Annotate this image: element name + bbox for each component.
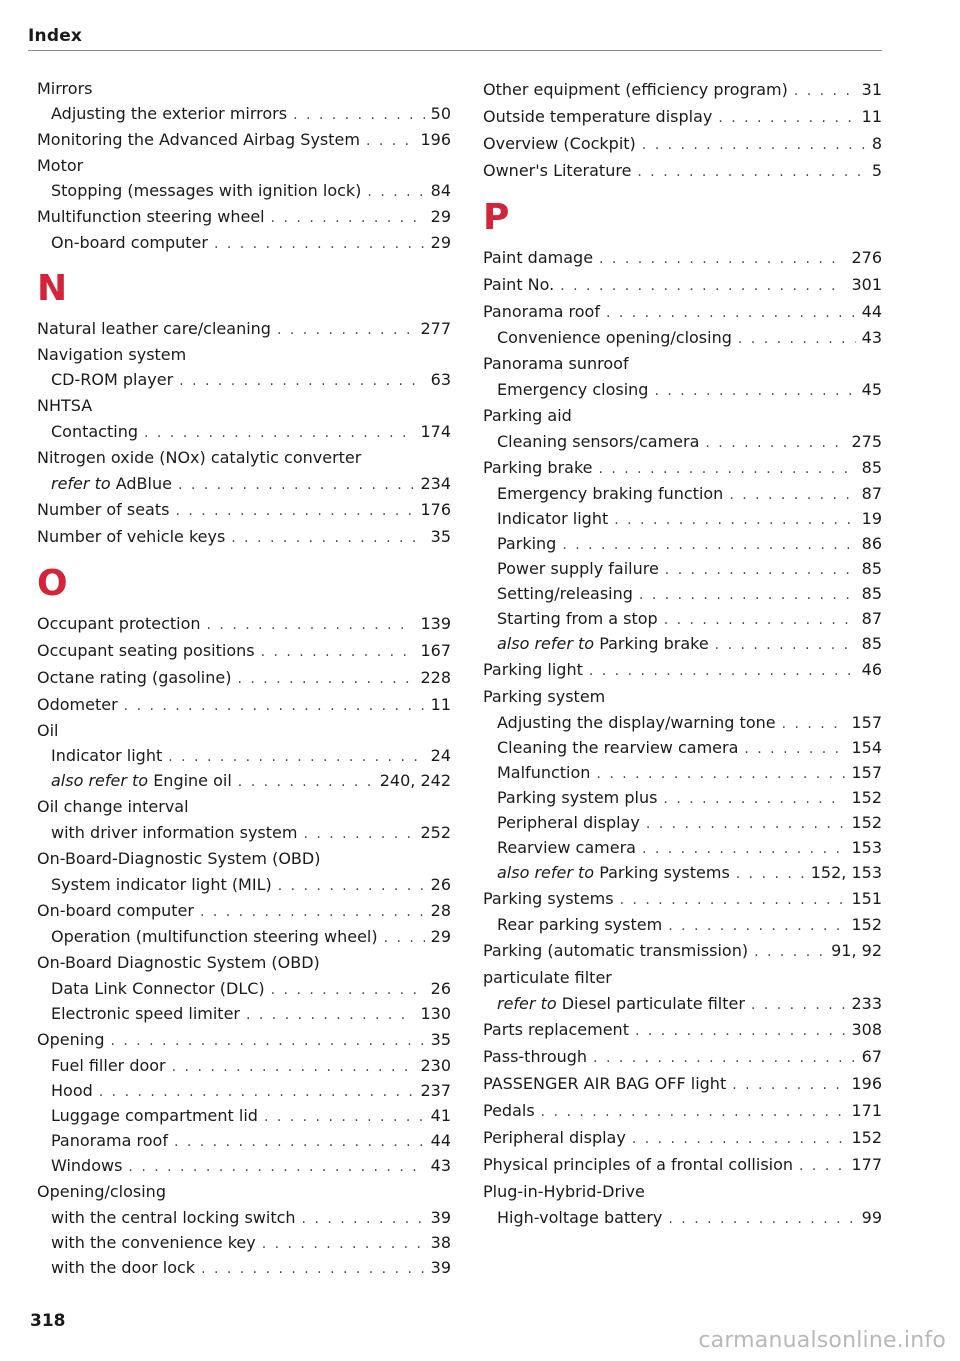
index-column-left [37, 76, 451, 1280]
index-entry: with the central locking switch . . . 39 [37, 1205, 451, 1230]
index-entry: Emergency closing . . . 45 [483, 377, 882, 402]
index-entry: Paint No. . . . 301 [483, 271, 882, 298]
index-entry: Contacting . . . 174 [37, 419, 451, 444]
index-entry: Peripheral display . . . 152 [483, 1124, 882, 1151]
index-heading: Oil change interval [37, 797, 189, 816]
index-heading: Mirrors [37, 79, 93, 98]
index-entry: with the convenience key . . . 38 [37, 1230, 451, 1255]
page-header-title: Index [28, 26, 83, 46]
section-letter-p: P [483, 197, 510, 238]
index-heading: Nitrogen oxide (NOx) catalytic converter [37, 448, 362, 467]
index-entry: Operation (multifunction steering wheel) . . . 29 [37, 924, 451, 949]
index-entry: Occupant seating positions . . . 167 [37, 637, 451, 664]
index-entry: with driver information system . . . 252 [37, 820, 451, 845]
index-entry: Number of seats . . . 176 [37, 496, 451, 523]
page-number: 318 [30, 1311, 66, 1331]
index-entry: Rear parking system . . . 152 [483, 912, 882, 937]
index-entry: Other equipment (efficiency program) . . . 31 [483, 76, 882, 103]
index-heading: Oil [37, 721, 59, 740]
index-entry: Setting/releasing . . . 85 [483, 581, 882, 606]
index-entry: Starting from a stop . . . 87 [483, 606, 882, 631]
index-entry: On-board computer . . . 28 [37, 897, 451, 924]
index-entry: refer to AdBlue . . . 234 [37, 471, 451, 496]
index-entry: Cleaning the rearview camera . . . 154 [483, 735, 882, 760]
index-entry: Stopping (messages with ignition lock) . . . 84 [37, 178, 451, 203]
index-heading: NHTSA [37, 396, 93, 415]
index-heading: Plug-in-Hybrid-Drive [483, 1182, 645, 1201]
index-entry: Occupant protection . . . 139 [37, 610, 451, 637]
index-entry: Parking brake . . . 85 [483, 454, 882, 481]
index-entry: Overview (Cockpit) . . . 8 [483, 130, 882, 157]
index-entry: Emergency braking function . . . 87 [483, 481, 882, 506]
index-entry: Cleaning sensors/camera . . . 275 [483, 429, 882, 454]
index-entry: Data Link Connector (DLC) . . . 26 [37, 976, 451, 1001]
index-entry: Octane rating (gasoline) . . . 228 [37, 664, 451, 691]
index-entry: Luggage compartment lid . . . 41 [37, 1103, 451, 1128]
section-letter-n: N [37, 268, 68, 309]
index-entry: Parking . . . 86 [483, 531, 882, 556]
index-entry: Pass-through . . . 67 [483, 1043, 882, 1070]
index-entry: Pedals . . . 171 [483, 1097, 882, 1124]
index-entry: Convenience opening/closing . . . 43 [483, 325, 882, 350]
index-entry: Indicator light . . . 19 [483, 506, 882, 531]
index-entry: Adjusting the exterior mirrors . . . 50 [37, 101, 451, 126]
index-entry: Parking light . . . 46 [483, 656, 882, 683]
index-entry: Natural leather care/cleaning . . . 277 [37, 315, 451, 342]
index-entry: Rearview camera . . . 153 [483, 835, 882, 860]
index-entry: Electronic speed limiter . . . 130 [37, 1001, 451, 1026]
index-heading: Opening/closing [37, 1182, 166, 1201]
index-entry: Parking system plus . . . 152 [483, 785, 882, 810]
index-entry: Indicator light . . . 24 [37, 743, 451, 768]
index-entry: High-voltage battery . . . 99 [483, 1205, 882, 1230]
index-heading: Navigation system [37, 345, 187, 364]
index-entry: Monitoring the Advanced Airbag System . . . 196 [37, 126, 451, 153]
index-heading: On-Board Diagnostic System (OBD) [37, 953, 320, 972]
index-heading: particulate filter [483, 968, 612, 987]
index-entry: System indicator light (MIL) . . . 26 [37, 872, 451, 897]
index-entry: also refer to Parking systems . . . 152, 153 [483, 860, 882, 885]
index-entry: Outside temperature display . . . 11 [483, 103, 882, 130]
section-letter-o: O [37, 563, 68, 604]
index-entry: Malfunction . . . 157 [483, 760, 882, 785]
index-entry: also refer to Parking brake . . . 85 [483, 631, 882, 656]
index-entry: Owner's Literature . . . 5 [483, 157, 882, 184]
index-entry: refer to Diesel particulate filter . . . 233 [483, 991, 882, 1016]
index-entry: Paint damage . . . 276 [483, 244, 882, 271]
index-heading: Motor [37, 156, 84, 175]
index-entry: Fuel filler door . . . 230 [37, 1053, 451, 1078]
index-entry: Parking (automatic transmission) . . . 91, 92 [483, 937, 882, 964]
header-divider [28, 50, 882, 51]
index-entry: with the door lock . . . 39 [37, 1255, 451, 1280]
index-entry: Panorama roof . . . 44 [37, 1128, 451, 1153]
index-entry: Panorama roof . . . 44 [483, 298, 882, 325]
index-heading: Panorama sunroof [483, 354, 629, 373]
index-entry: Parking systems . . . 151 [483, 885, 882, 912]
index-entry: Parts replacement . . . 308 [483, 1016, 882, 1043]
index-entry: Multifunction steering wheel . . . 29 [37, 203, 451, 230]
index-entry: CD-ROM player . . . 63 [37, 367, 451, 392]
index-entry: Peripheral display . . . 152 [483, 810, 882, 835]
watermark-text: carmanualsonline.info [698, 1328, 946, 1353]
index-heading: Parking aid [483, 406, 572, 425]
index-entry: Windows . . . 43 [37, 1153, 451, 1178]
index-heading: Parking system [483, 687, 606, 706]
index-entry: also refer to Engine oil . . . 240, 242 [37, 768, 451, 793]
index-entry: Hood . . . 237 [37, 1078, 451, 1103]
index-entry: Opening . . . 35 [37, 1026, 451, 1053]
index-entry: Number of vehicle keys . . . 35 [37, 523, 451, 550]
index-entry: Adjusting the display/warning tone . . . 157 [483, 710, 882, 735]
index-entry: Physical principles of a frontal collision . . . 177 [483, 1151, 882, 1178]
index-entry: On-board computer . . . 29 [37, 230, 451, 255]
index-entry: PASSENGER AIR BAG OFF light . . . 196 [483, 1070, 882, 1097]
index-entry: Power supply failure . . . 85 [483, 556, 882, 581]
index-column-right [483, 76, 882, 1230]
index-heading: On-Board-Diagnostic System (OBD) [37, 849, 321, 868]
index-entry: Odometer . . . 11 [37, 691, 451, 718]
